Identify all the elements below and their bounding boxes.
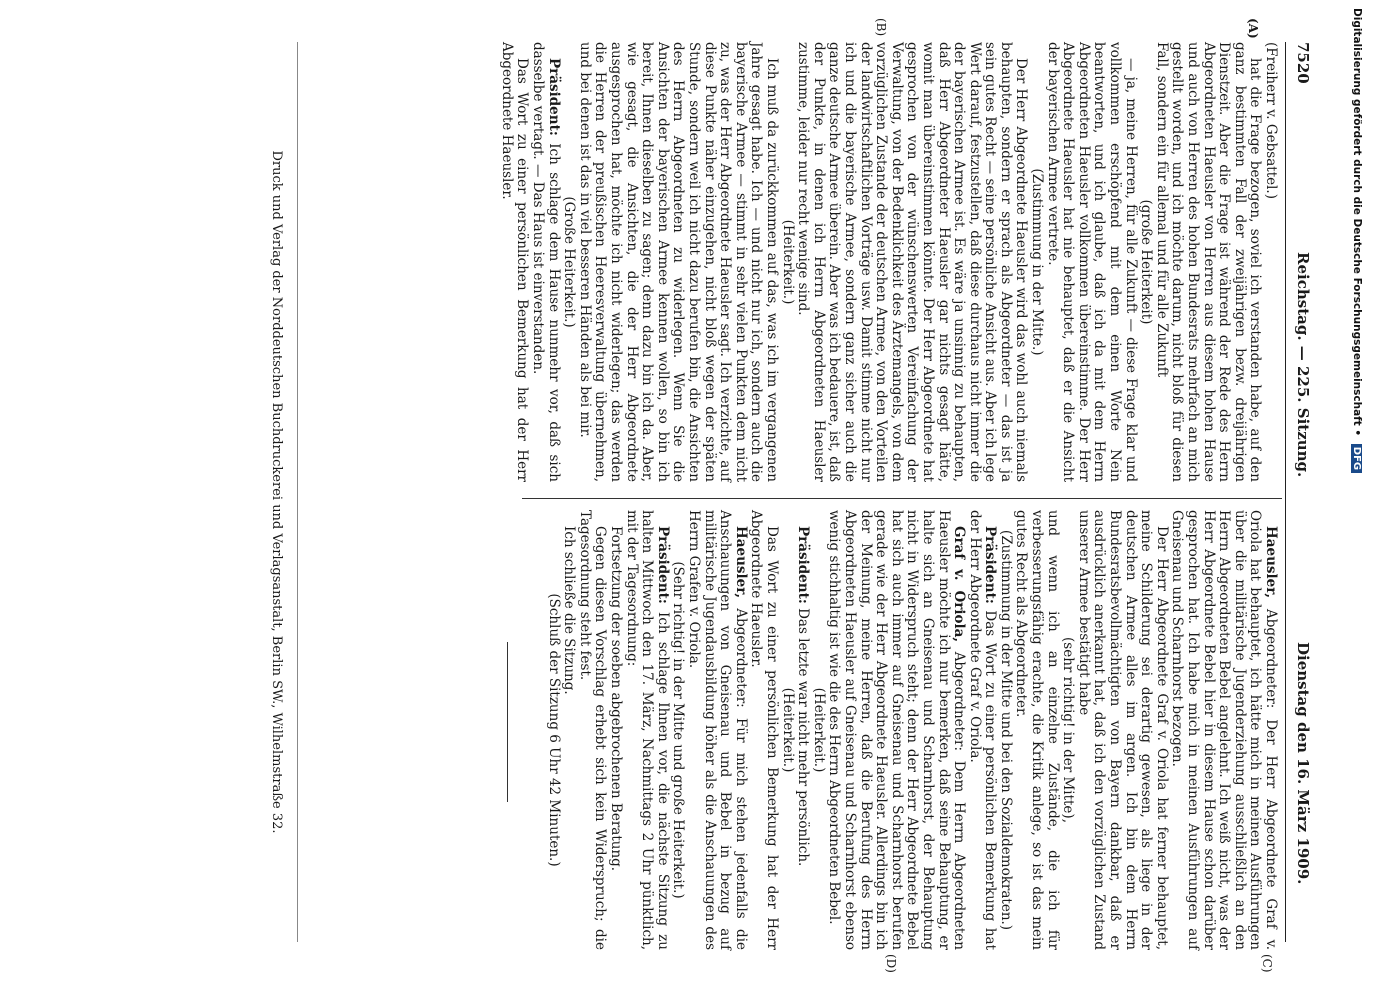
paragraph	[966, 510, 997, 950]
speaker-name: Haeusler,	[1263, 526, 1279, 599]
paragraph-text: und wenn ich an einzelne Zustände, die ich für verbesserungsfähig erachte, die Kritik anlege, so ist das mein gutes Recht als Abgeordneter.	[1013, 510, 1061, 950]
margin-marker-a: (A)	[1246, 18, 1260, 39]
paragraph-text: Der Herr Abgeordnete Haeusler wird das wohl auch niemals behaupten, sondern er sprach als Abgeordneter — das ist ja sein gutes Recht — seine persönliche Ansicht aus. Aber ich lege Wert darauf, festzustellen, daß diese durchaus nicht immer die der bayerischen Armee ist. Es wäre ja unsinnig zu behaupten, daß Herr Abgeordneter Haeusler gar nichts gesagt hätte, womit man übereinstimmen könnte. Der Herr Abgeordnete hat gesprochen von der wünschenswerten Vereinfachung der Verwaltung, von der Bedenklichkeit des Ärztemangels, von dem vorzüglichen Zustande der deutschen Armee, von den Vorteilen der landwirtschaftlichen Vorträge usw. Damit stimme nicht nur ich und die bayerische Armee, sondern ganz sicher auch die ganze deutsche Armee überein. Aber was ich bedauere, ist, daß der Punkte, in denen ich Herrn Abgeordneten Haeusler zustimme, leider nur recht wenige sind.	[795, 42, 1030, 482]
interjection	[545, 510, 561, 950]
footer-rule	[297, 42, 298, 942]
header-session: Reichstag. — 225. Sitzung.	[1294, 252, 1312, 478]
rotated-page	[58, 18, 1318, 973]
interjection	[779, 510, 795, 950]
paragraph-text: Gegen diesen Vorschlag erhebt sich kein Widerspruch; die Tagesordnung steht fest.	[576, 510, 609, 950]
paragraph-text: Abgeordneter: Der Herr Abgeordnete Graf v. Oriola hat behauptet, ich hätte mich in meinen Ausführungen über die militärische Jugenderziehung ausschließlich an den Herrn Abgeordneten Bebel angelehnt. Ich weiß nicht, was der Herr Abgeordnete Bebel hier in diesem Hause schon darüber gesprochen hat. Ich habe mich in meinen Ausführungen auf Gneisenau und Scharnhorst bezogen.	[1169, 510, 1279, 950]
interjection	[779, 42, 795, 482]
page-header	[1284, 42, 1318, 942]
margin-marker-c: (C)	[1260, 954, 1274, 973]
paragraph-text: Abgeordneter: Dem Herrn Abgeordneten Haeusler möchte ich nur bemerken, daß seine Behauptung, er halte sich an Gneisenau und Scharnhorst, der Behauptung nicht in Widerspruch steht; denn der Herr Abgeordnete Bebel hat sich auch immer auf Gneisenau und Scharnhorst berufen gerade wie der Herr Abgeordnete Haeusler. Allerdings bin ich der Meinung, meine Herren, daß die Berufung des Herrn Abgeordneten Haeusler auf Gneisenau und Scharnhorst ebenso wenig stichhaltig ist wie die des Herrn Abgeordneten Bebel.	[826, 510, 968, 950]
column-divider	[522, 498, 1282, 499]
dfg-logo: DFG	[1351, 444, 1362, 473]
paragraph	[607, 510, 623, 950]
paragraph-text: (sehr richtig! in der Mitte),	[1060, 637, 1077, 823]
interjection	[1138, 42, 1154, 482]
paragraph-text: Ich schlage dem Hause nunmehr vor, daß sich dasselbe vertagt. — Das Haus ist einverstanden.	[530, 42, 562, 482]
paragraph-text: — ja, meine Herren, für alle Zukunft — diese Frage klar und vollkommen erschöpfend mit dem einen Worte Nein beantworten, und ich glaube, daß ich da mit dem Herrn Abgeordneten Haeusler vollkommen übereinstimme. Der Herr Abgeordnete Haeusler hat nie behauptet, daß er die Ansicht der bayerischen Armee vertrete.	[1044, 42, 1139, 482]
paragraph	[576, 510, 607, 950]
interjection	[561, 42, 577, 482]
paragraph	[685, 510, 747, 950]
right-text-column	[518, 510, 1278, 950]
paragraph-text: Das Wort zu einer persönlichen Bemerkung hat der Herr Abgeordnete Graf v. Oriola.	[966, 510, 999, 950]
paragraph-text: (Heiterkeit.)	[810, 687, 827, 773]
paragraph-text: (Sehr richtig! in der Mitte und große Heiterkeit.)	[670, 561, 687, 899]
paragraph-text: (große Heiterkeit)	[1138, 199, 1155, 325]
header-rule	[1285, 42, 1286, 942]
header-date: Dienstag den 16. März 1909.	[1294, 642, 1312, 885]
paragraph	[576, 42, 779, 482]
paragraph	[795, 42, 1029, 482]
paragraph	[561, 510, 577, 950]
paragraph	[795, 510, 811, 950]
paragraph	[1075, 510, 1169, 950]
end-rule	[507, 642, 508, 802]
paragraph	[1044, 42, 1138, 482]
paragraph-text: Der Herr Abgeordnete Graf v. Oriola hat ferner behauptet, meine Schilderung sei derartig gewesen, als liege in der deutschen Armee alles im argen. Ich bin dem Herrn Bundesratsbevollmächtigten von Bayern dankbar, daß er ausdrücklich anerkannt hat, daß ich den vorzüglichen Zustand unserer Armee bestätigt habe	[1075, 510, 1170, 950]
paragraph	[1169, 510, 1278, 950]
interjection	[670, 510, 686, 950]
paragraph	[1013, 510, 1060, 950]
digitization-stamp	[1345, 8, 1363, 988]
paragraph-text: (Heiterkeit.)	[779, 687, 796, 773]
speaker-name: Präsident:	[982, 526, 999, 604]
speaker-name: Graf v. Oriola,	[951, 526, 968, 643]
paragraph	[826, 510, 966, 950]
paragraph-text: (Freiherr v. Gebsattel.)	[1263, 42, 1279, 199]
speaker-name: Präsident:	[545, 58, 562, 136]
paragraph-text: hat die Frage bezogen, soviel ich verstanden habe, auf den ganz bestimmten Fall der zweijährigen bezw. dreijährigen Dienstzeit. Aber die Frage ist während der Rede des Herrn Abgeordneten Haeusler von Herren aus diesem hohen Hause und auch von Herren des hohen Bundesrats mehrfach an mich gestellt worden, und ich möchte darum, nicht bloß für diesen Fall, sondern ein für allemal und für alle Zukunft	[1153, 42, 1264, 482]
page-number: 7520	[1294, 42, 1312, 84]
margin-marker-d: (D)	[884, 954, 898, 973]
speaker-name: Haeusler,	[732, 526, 749, 599]
paragraph-text: Das Wort zu einer persönlichen Bemerkung hat der Herr Abgeordnete Haeusler.	[498, 42, 531, 482]
paragraph	[1262, 42, 1278, 482]
interjection	[1029, 42, 1045, 482]
interjection	[997, 510, 1013, 950]
imprint-footer: Druck und Verlag der Norddeutschen Buchdruckerei und Verlagsanstalt, Berlin SW., Wilhelmstraße 32.	[269, 150, 284, 834]
paragraph-text: (Zustimmung in der Mitte.)	[1029, 168, 1046, 356]
paragraph-text: Das Wort zu einer persönlichen Bemerkung hat der Herr Abgeordnete Haeusler.	[748, 510, 780, 950]
left-text-column	[498, 42, 1279, 482]
paragraph	[748, 510, 779, 950]
paragraph-text: (Heiterkeit.)	[779, 219, 796, 305]
paragraph	[623, 510, 670, 950]
paragraph-text: Das letzte war nicht mehr persönlich.	[795, 603, 812, 867]
speaker-name: Präsident:	[654, 526, 671, 604]
paragraph	[530, 42, 561, 482]
paragraph-text: Ich schließe die Sitzung.	[561, 526, 578, 695]
margin-marker-b: (B)	[874, 18, 888, 37]
paragraph	[498, 42, 529, 482]
paragraph-text: (Zustimmung in der Mitte und bei den Sozialdemokraten.)	[997, 529, 1014, 931]
paragraph-text: Fortsetzung der soeben abgebrochenen Beratung.	[608, 526, 625, 872]
paragraph-text: (Große Heiterkeit.)	[561, 196, 578, 328]
speaker-name: Präsident:	[795, 526, 812, 604]
paragraph-text: Abgeordneter: Für mich stehen jedenfalls die Anschauungen von Gneisenau und Bebel in bezug auf militärische Jugendausbildung höher als die Anschauungen des Herrn Grafen v. Oriola.	[686, 510, 749, 950]
interjection	[1060, 510, 1076, 950]
stamp-text: Digitalisierung gefördert durch die Deutsche Forschungsgemeinschaft •	[1351, 8, 1363, 437]
interjection	[810, 510, 826, 950]
paragraph-text: Ich muß da zurückkommen auf das, was ich im vergangenen Jahre gesagt habe. Ich — und nicht nur ich, sondern auch die bayerische Armee — stimmt in sehr vielen Punkten dem nicht zu, was der Herr Abgeordnete Haeusler sagt. Ich verzichte, auf diese Punkte näher einzugehen, nicht bloß wegen der späten Stunde, sondern weil ich nicht dazu berufen bin, die Ansichten des Herrn Abgeordneten zu widerlegen. Wenn Sie die Ansichten der bayerischen Armee kennen wollen, so bin ich bereit, Ihnen dieselben zu sagen; denn dazu bin ich da. Aber, wie gesagt, die Ansichten, die der Herr Abgeordnete ausgesprochen hat, möchte ich nicht widerlegen; das werden die Herren der preußischen Heeresverwaltung übernehmen, und bei denen ist das in viel besseren Händen als bei mir.	[576, 42, 780, 482]
paragraph-text: Ich schlage Ihnen vor, die nächste Sitzung zu halten Mittwoch den 17. März, Nachmittags 2 Uhr pünktlich, mit der Tagesordnung:	[623, 510, 671, 950]
paragraph-text: (Schluß der Sitzung 6 Uhr 42 Minuten.)	[545, 593, 562, 867]
paragraph	[1153, 42, 1262, 482]
